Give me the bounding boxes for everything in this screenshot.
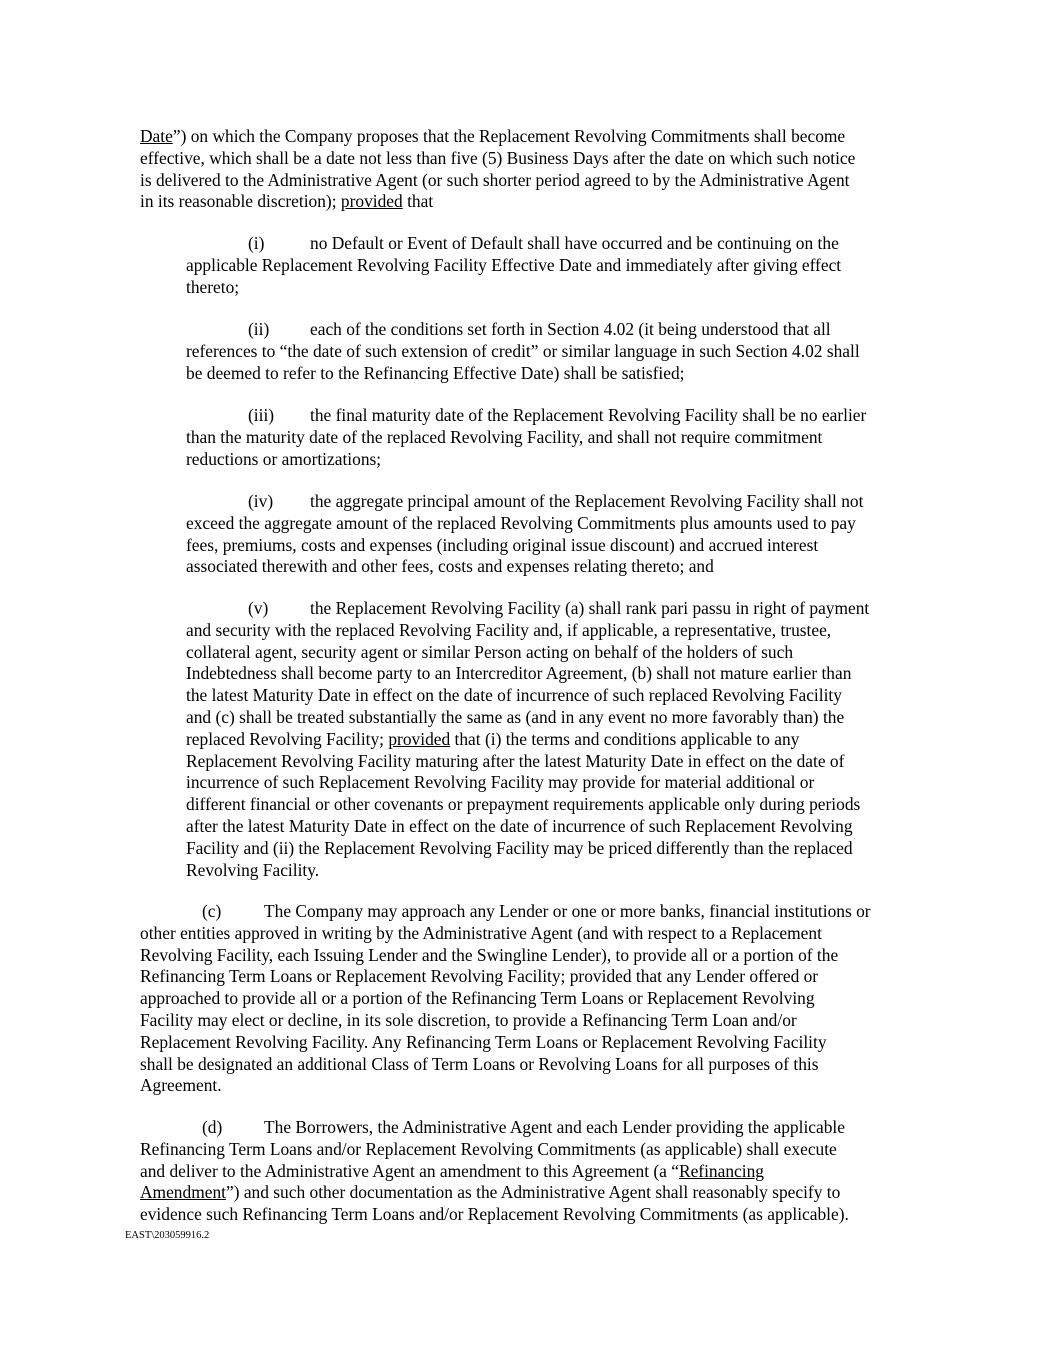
provided-term: provided xyxy=(340,191,403,212)
intro-paragraph: Date”) on which the Company proposes that the Replacement Revolving Commitments shall become effective, which shall be a date not less than five (5) Business Days after the date on which such notice is delivered to the Administrative Agent (or such shorter period agreed to by the Administrative Agent in its reasonable discretion); provided that xyxy=(140,126,856,212)
document-id-footer: EAST\203059916.2 xyxy=(125,1230,210,1241)
clause-ii: (ii) each of the conditions set forth in Section 4.02 (it being understood that all references to “the date of such extension of credit” or similar language in such Section 4.02 shall be deemed to refer to the Refinancing Effective Date) shall be satisfied; xyxy=(186,319,860,383)
clause-label: (iv) xyxy=(248,491,274,511)
clause-label: (iii) xyxy=(248,405,275,425)
defined-term-refinancing-amendment: Amendment xyxy=(140,1182,226,1203)
provided-term: provided xyxy=(388,728,451,749)
clause-iv: (iv) the aggregate principal amount of the Replacement Revolving Facility shall not exceed the aggregate amount of the replaced Revolving Commitments plus amounts used to pay fees, premiums, costs and expenses (including original issue discount) and accrued interest associated therewith and other fees, costs and expenses relating thereto; and xyxy=(186,491,864,577)
clause-label: (i) xyxy=(248,233,265,253)
section-label: (c) xyxy=(202,901,222,921)
defined-term-refinancing-amendment: Refinancing xyxy=(678,1160,764,1181)
clause-iii: (iii) the final maturity date of the Replacement Revolving Facility shall be no earlier than the maturity date of the replaced Revolving Facility, and shall not require commitment reductions or amortizations; xyxy=(186,405,867,469)
clause-v: (v) the Replacement Revolving Facility (a) shall rank pari passu in right of payment and security with the replaced Revolving Facility and, if applicable, a representative, trustee, collateral agent, security agent or similar Person acting on behalf of the holders of such Indebtedness shall become party to an Intercreditor Agreement, (b) shall not mature earlier than the latest Maturity Date in effect on the date of incurrence of such replaced Revolving Facility and (c) shall be treated substantially the same as (and in any event no more favorably than) the replaced Revolving Facility; provided that (i) the terms and conditions applicable to any Replacement Revolving Facility maturing after the latest Maturity Date in effect on the date of incurrence of such Replacement Revolving Facility may provide for material additional or different financial or other covenants or prepayment requirements applicable only during periods after the latest Maturity Date in effect on the date of incurrence of such Replacement Revolving Facility and (ii) the Replacement Revolving Facility may be priced differently than the replaced Revolving Facility. xyxy=(186,598,870,880)
section-d: (d) The Borrowers, the Administrative Agent and each Lender providing the applicable Refinancing Term Loans and/or Replacement Revolving Commitments (as applicable) shall execute and deliver to the Administrative Agent an amendment to this Agreement (a “Refinancing Amendment”) and such other documentation as the Administrative Agent shall reasonably specify to evidence such Refinancing Term Loans and/or Replacement Revolving Commitments (as applicable). xyxy=(140,1117,849,1225)
section-label: (d) xyxy=(202,1117,223,1137)
defined-term-date: Date xyxy=(140,126,173,146)
section-c: (c) The Company may approach any Lender or one or more banks, financial institutions or other entities approved in writing by the Administrative Agent (and with respect to a Replacement Revolving Facility, each Issuing Lender and the Swingline Lender), to provide all or a portion of the Refinancing Term Loans or Replacement Revolving Facility; provided that any Lender offered or approached to provide all or a portion of the Refinancing Term Loans or Replacement Revolving Facility may elect or decline, in its sole discretion, to provide a Refinancing Term Loan and/or Replacement Revolving Facility. Any Refinancing Term Loans or Replacement Revolving Facility shall be designated an additional Class of Term Loans or Revolving Loans for all purposes of this Agreement. xyxy=(140,901,871,1096)
clause-i: (i) no Default or Event of Default shall have occurred and be continuing on the applicable Replacement Revolving Facility Effective Date and immediately after giving effect thereto; xyxy=(186,233,842,297)
clause-label: (v) xyxy=(248,598,269,618)
clause-label: (ii) xyxy=(248,319,270,339)
